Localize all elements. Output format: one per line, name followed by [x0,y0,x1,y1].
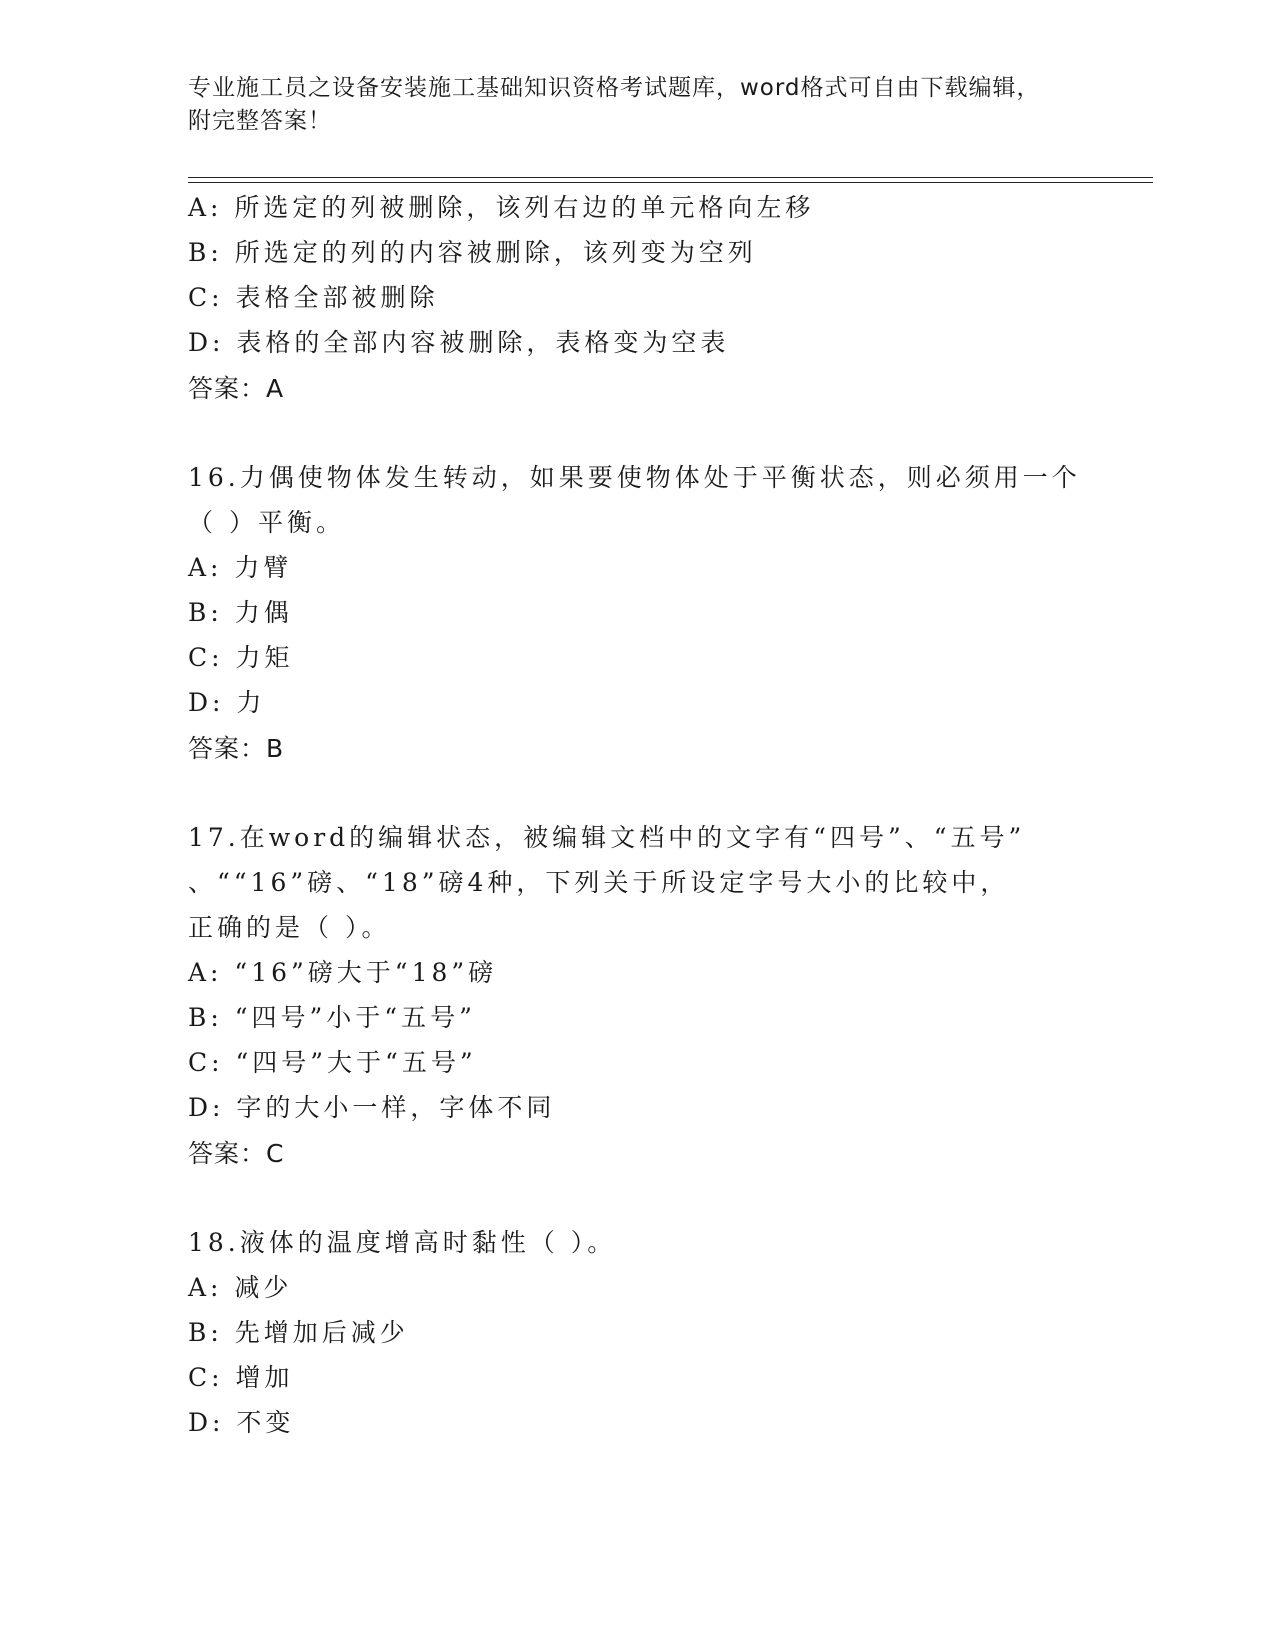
q16-option-b: B: 力偶 [188,598,293,627]
q16-answer: 答案：B [188,734,285,763]
header-divider-bottom [188,182,1153,183]
q18-option-d: D: 不变 [188,1408,295,1437]
q18-option-b: B: 先增加后减少 [188,1318,409,1347]
q15-answer: 答案：A [188,374,285,403]
q17-question-line-1: 17.在word的编辑状态，被编辑文档中的文字有“四号”、“五号” [188,823,1026,852]
q17-answer: 答案：C [188,1139,285,1168]
document-header [188,72,1088,138]
q16-option-c: C: 力矩 [188,643,294,672]
q16-question-line-2: （ ）平衡。 [188,508,345,537]
q18-option-c: C: 增加 [188,1363,294,1392]
q15-option-d: D: 表格的全部内容被删除，表格变为空表 [188,328,730,357]
q18-question-line-1: 18.液体的温度增高时黏性（ ）。 [188,1228,617,1257]
header-divider-top [188,177,1153,178]
q17-option-a: A: “16”磅大于“18”磅 [188,958,498,987]
q17-question-line-2: 、““16”磅、“18”磅4种，下列关于所设定字号大小的比较中， [188,868,1010,897]
q15-option-c: C: 表格全部被删除 [188,283,439,312]
q16-option-d: D: 力 [188,688,266,717]
q18-option-a: A: 减少 [188,1273,293,1302]
q17-question-line-3: 正确的是（ ）。 [188,913,391,942]
q15-option-a: A: 所选定的列被删除，该列右边的单元格向左移 [188,193,815,222]
q16-question-line-1: 16.力偶使物体发生转动，如果要使物体处于平衡状态，则必须用一个 [188,463,1081,492]
q17-option-b: B: “四号”小于“五号” [188,1003,476,1032]
q17-option-d: D: 字的大小一样，字体不同 [188,1093,556,1122]
header-line-2: 附完整答案！ [188,108,332,134]
q17-option-c: C: “四号”大于“五号” [188,1048,477,1077]
q16-option-a: A: 力臂 [188,553,293,582]
q15-option-b: B: 所选定的列的内容被删除，该列变为空列 [188,238,757,267]
header-line-1: 专业施工员之设备安装施工基础知识资格考试题库，word格式可自由下载编辑， [188,75,1041,101]
